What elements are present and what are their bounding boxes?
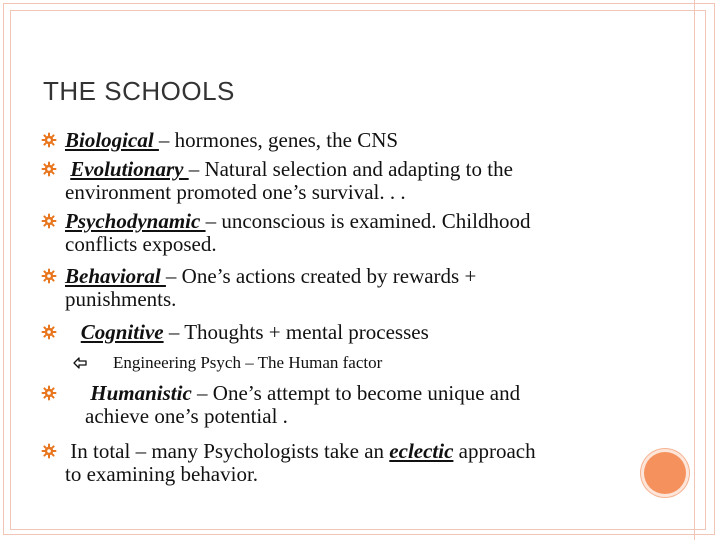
bullet-biological	[65, 129, 398, 152]
term-biological: Biological	[65, 128, 159, 152]
bullet-pre-text: In total – many Psychologists take an	[70, 439, 390, 463]
term-behavioral: Behavioral	[65, 264, 166, 288]
bullet-text-line2: to examining behavior.	[65, 462, 259, 486]
right-rule	[694, 0, 695, 540]
gear-flower-icon	[41, 443, 57, 459]
term-psychodynamic: Psychodynamic	[65, 209, 206, 233]
term-humanistic: Humanistic	[90, 381, 192, 405]
bullet-behavioral	[65, 265, 476, 311]
slide-title: THE SCHOOLS	[43, 76, 235, 106]
term-eclectic: eclectic	[389, 439, 454, 463]
bullet-in-total	[65, 440, 536, 486]
sub-bullet-text: Engineering Psych – The Human factor	[113, 353, 383, 372]
bullet-text: – unconscious is examined. Childhood	[205, 209, 531, 233]
bullet-text: – One’s actions created by rewards +	[165, 264, 477, 288]
gear-flower-icon	[41, 213, 57, 229]
bullet-psychodynamic	[65, 210, 530, 256]
bullet-text: approach	[453, 439, 536, 463]
term-evolutionary: Evolutionary	[70, 157, 189, 181]
bullet-humanistic	[65, 382, 520, 428]
bullet-text: – One’s attempt to become unique and	[191, 381, 521, 405]
gear-flower-icon	[41, 161, 57, 177]
gear-flower-icon	[41, 324, 57, 340]
bullet-text-line2: punishments.	[65, 287, 177, 311]
bullet-text-line2: conflicts exposed.	[65, 232, 217, 256]
sub-bullet-engineering	[113, 353, 382, 373]
bullet-cognitive	[65, 321, 429, 344]
gear-flower-icon	[41, 268, 57, 284]
bullet-text-line2: achieve one’s potential .	[85, 404, 288, 428]
term-cognitive: Cognitive	[80, 320, 164, 344]
diamond-arrow-icon	[73, 356, 87, 370]
gear-flower-icon	[41, 132, 57, 148]
gear-flower-icon	[41, 385, 57, 401]
bullet-text: – Thoughts + mental processes	[163, 320, 429, 344]
bullet-evolutionary	[65, 158, 513, 204]
bullet-text-line2: environment promoted one’s survival. . .	[65, 180, 406, 204]
bullet-text: – Natural selection and adapting to the	[188, 157, 513, 181]
bullet-text: – hormones, genes, the CNS	[158, 128, 399, 152]
orange-dot-decoration	[644, 452, 686, 494]
